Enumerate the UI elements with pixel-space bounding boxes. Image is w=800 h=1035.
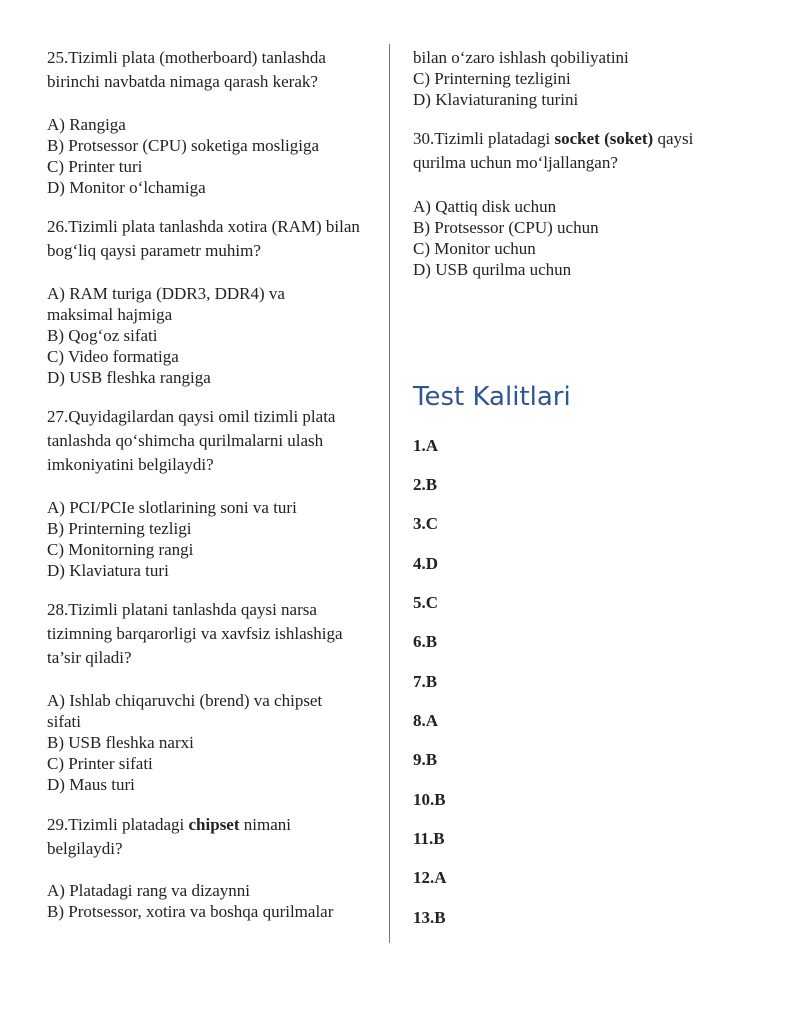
- question-29-option-c: C) Printerning tezligini: [413, 69, 571, 88]
- question-28-option-c: C) Printer sifati: [47, 754, 153, 773]
- question-26-option-d: D) USB fleshka rangiga: [47, 368, 211, 387]
- question-25-option-a: A) Rangiga: [47, 115, 126, 134]
- question-26-text: 26.Tizimli plata tanlashda xotira (RAM) bilan bog‘liq qaysi parametr muhim?: [47, 217, 360, 260]
- question-28-option-d: D) Maus turi: [47, 775, 135, 794]
- column-divider: [389, 44, 390, 943]
- question-30-prefix: 30.Tizimli platadagi: [413, 129, 555, 148]
- question-30-suffix: qaysi qurilma uchun mo‘ljallangan?: [413, 129, 694, 172]
- question-26-option-b: B) Qog‘oz sifati: [47, 326, 158, 345]
- question-29-suffix: nimani belgilaydi?: [47, 815, 291, 858]
- question-29-prefix: 29.Tizimli platadagi: [47, 815, 189, 834]
- answer-key-item: 4.D: [413, 554, 439, 573]
- answer-key-item: 13.B: [413, 908, 446, 927]
- answer-key-item: 2.B: [413, 475, 438, 494]
- question-25-option-d: D) Monitor o‘lchamiga: [47, 178, 206, 197]
- question-27-option-a: A) PCI/PCIe slotlarining soni va turi: [47, 498, 297, 517]
- answer-key-item: 6.B: [413, 632, 438, 651]
- question-28-option-b: B) USB fleshka narxi: [47, 733, 194, 752]
- question-25-option-b: B) Protsessor (CPU) soketiga mosligiga: [47, 136, 319, 155]
- question-29-option-b: B) Protsessor, xotira va boshqa qurilmalar: [47, 902, 334, 921]
- question-30-option-c: C) Monitor uchun: [413, 239, 536, 258]
- answer-key-item: 11.B: [413, 829, 445, 848]
- answer-key-item: 3.C: [413, 514, 439, 533]
- question-28-text: 28.Tizimli platani tanlashda qaysi narsa tizimning barqarorligi va xavfsiz ishlashiga ta’sir qiladi?: [47, 600, 343, 667]
- question-26-option-a: A) RAM turiga (DDR3, DDR4) va maksimal hajmiga: [47, 284, 285, 324]
- question-30-option-a: A) Qattiq disk uchun: [413, 197, 557, 216]
- answer-key-item: 8.A: [413, 711, 439, 730]
- question-27-text: 27.Quyidagilardan qaysi omil tizimli plata tanlashda qo‘shimcha qurilmalarni ulash imkoniyatini belgilaydi?: [47, 407, 336, 474]
- answer-key-heading: Test Kalitlari: [413, 382, 571, 412]
- question-25-text: 25.Tizimli plata (motherboard) tanlashda birinchi navbatda nimaga qarash kerak?: [47, 48, 326, 91]
- question-26-option-c: C) Video formatiga: [47, 347, 179, 366]
- question-29-text: [47, 813, 347, 861]
- answer-key-item: 5.C: [413, 593, 439, 612]
- answer-key-item: 9.B: [413, 750, 438, 769]
- question-29-option-a: A) Platadagi rang va dizaynni: [47, 881, 250, 900]
- question-30-option-d: D) USB qurilma uchun: [413, 260, 572, 279]
- question-28-option-a: A) Ishlab chiqaruvchi (brend) va chipset sifati: [47, 691, 323, 731]
- question-30-option-b: B) Protsessor (CPU) uchun: [413, 218, 599, 237]
- question-29-option-b-continued: bilan o‘zaro ishlash qobiliyatini: [413, 48, 629, 67]
- answer-key-item: 7.B: [413, 672, 438, 691]
- question-30-text: [413, 127, 733, 175]
- question-29-keyword: chipset: [188, 815, 240, 834]
- question-27-option-d: D) Klaviatura turi: [47, 561, 169, 580]
- question-27-option-c: C) Monitorning rangi: [47, 540, 194, 559]
- question-29-option-d: D) Klaviaturaning turini: [413, 90, 579, 109]
- answer-key-item: 1.A: [413, 436, 439, 455]
- question-27-option-b: B) Printerning tezligi: [47, 519, 192, 538]
- question-25-option-c: C) Printer turi: [47, 157, 143, 176]
- answer-key-item: 10.B: [413, 790, 446, 809]
- answer-key-item: 12.A: [413, 868, 447, 887]
- question-30-keyword: socket (soket): [554, 129, 654, 148]
